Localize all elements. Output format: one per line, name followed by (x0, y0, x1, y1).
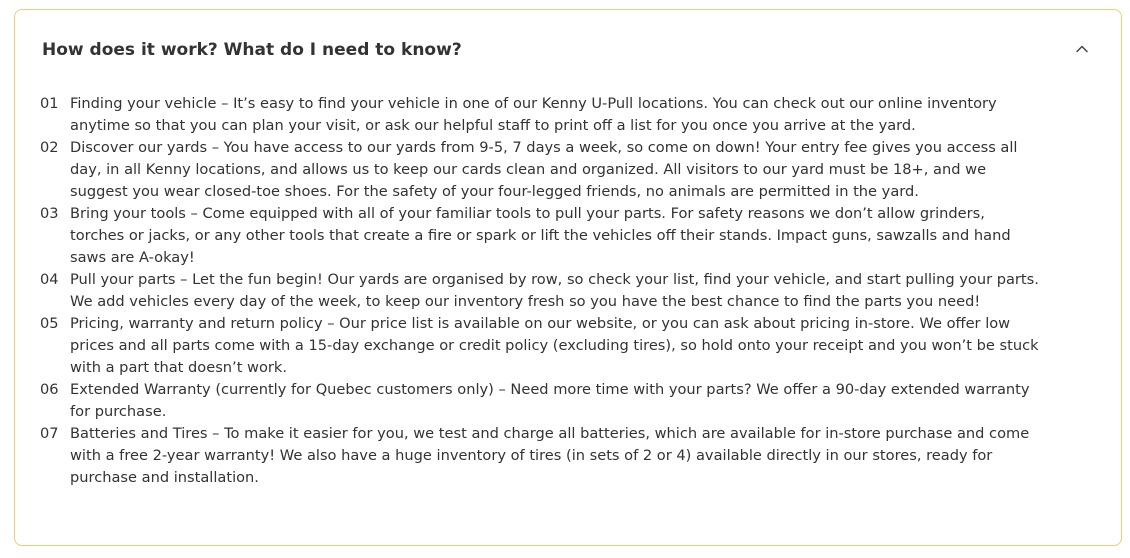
step-number: 04 (40, 271, 59, 288)
step-text: Batteries and Tires – To make it easier for you, we test and charge all batteries, which are available for in-store purchase and come with a free 2-year warranty! We also have a huge inventory of tires (in sets of 2 or 4) available directly in our stores, ready for purchase and installation. (70, 425, 1030, 486)
step-text: Discover our yards – You have access to our yards from 9-5, 7 days a week, so come on down! Your entry fee gives you access all day, in all Kenny locations, and allows us to keep our cards clean and organized. All visitors to our yard must be 18+, and we suggest you wear closed-toe shoes. For the safety of your four-legged friends, no animals are permitted in the yard. (70, 139, 1018, 200)
step-item (40, 203, 1040, 269)
accordion-header[interactable] (15, 10, 1121, 90)
step-item (40, 423, 1040, 489)
step-text: Pull your parts – Let the fun begin! Our yards are organised by row, so check your list, find your vehicle, and start pulling your parts. We add vehicles every day of the week, to keep our inventory fresh so you have the best chance to find the parts you need! (70, 271, 1039, 310)
step-text: Extended Warranty (currently for Quebec customers only) – Need more time with your parts? We offer a 90-day extended warranty for purchase. (70, 381, 1030, 420)
step-text: Finding your vehicle – It’s easy to find your vehicle in one of our Kenny U-Pull locations. You can check out our online inventory anytime so that you can plan your visit, or ask our helpful staff to print off a list for you once you arrive at the yard. (70, 95, 997, 134)
step-item (40, 269, 1040, 313)
step-number: 02 (40, 139, 59, 156)
chevron-up-icon[interactable] (1074, 41, 1090, 57)
step-number: 05 (40, 315, 59, 332)
faq-accordion (14, 9, 1122, 546)
step-text: Pricing, warranty and return policy – Our price list is available on our website, or you can ask about pricing in-store. We offer low prices and all parts come with a 15-day exchange or credit policy (excluding tires), so hold onto your receipt and you won’t be stuck with a part that doesn’t work. (70, 315, 1039, 376)
step-number: 03 (40, 205, 59, 222)
step-item (40, 379, 1040, 423)
step-item (40, 137, 1040, 203)
steps-list (40, 93, 1040, 489)
step-item (40, 313, 1040, 379)
step-text: Bring your tools – Come equipped with all of your familiar tools to pull your parts. For safety reasons we don’t allow grinders, torches or jacks, or any other tools that create a fire or spark or lift the vehicles off their stands. Impact guns, sawzalls and hand saws are A-okay! (70, 205, 1011, 266)
accordion-title[interactable]: How does it work? What do I need to know? (42, 40, 462, 60)
step-number: 01 (40, 95, 59, 112)
step-number: 06 (40, 381, 59, 398)
step-item (40, 93, 1040, 137)
step-number: 07 (40, 425, 59, 442)
